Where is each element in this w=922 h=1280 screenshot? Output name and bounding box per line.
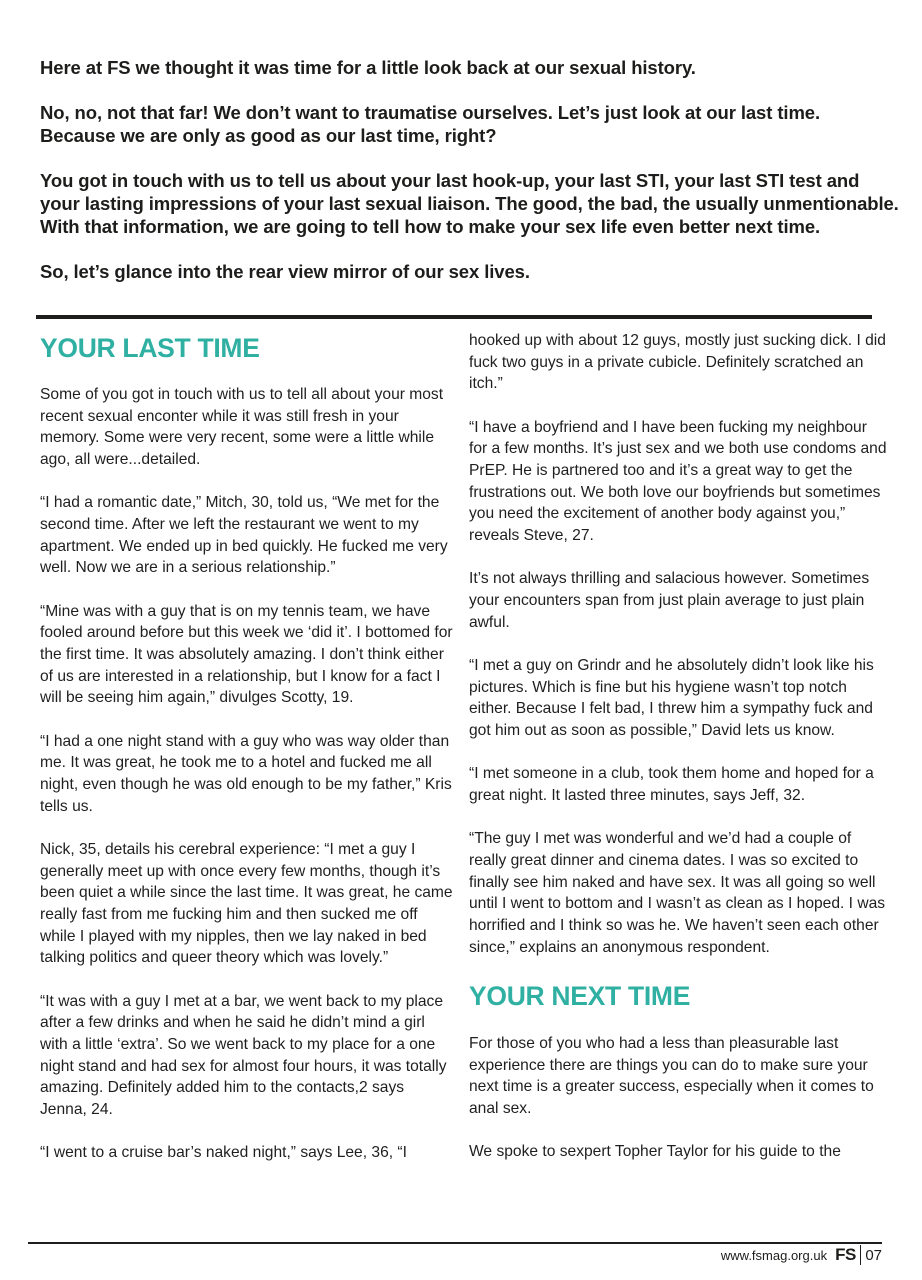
body-paragraph: Nick, 35, details his cerebral experience: “I met a guy I generally meet up with once every few months, though it’s been quiet a while since the last time. It was great, he came really fast from me fucking him and then sucked me off while I played with my nipples, then we lay naked in bed talking politics and queer theory which was lovely.” xyxy=(40,840,453,967)
intro-paragraph: Here at FS we thought it was time for a little look back at our sexual history. xyxy=(40,57,696,78)
left-column xyxy=(40,330,455,1186)
body-paragraph: hooked up with about 12 guys, mostly just sucking dick. I did fuck two guys in a private cubicle. Definitely scratched an itch.” xyxy=(469,332,886,393)
body-paragraph: We spoke to sexpert Topher Taylor for his guide to the xyxy=(469,1143,841,1161)
body-paragraph: “Mine was with a guy that is on my tennis team, we have fooled around before but this week we ‘did it’. I bottomed for the first time. It was absolutely amazing. I don’t think either of us are interested in a relationship, but I know for a fact I will be seeing him again,” divulges Scotty, 19. xyxy=(40,602,453,707)
body-paragraph: “I went to a cruise bar’s naked night,” says Lee, 36, “I xyxy=(40,1144,407,1162)
section-heading-next-time: YOUR NEXT TIME xyxy=(469,980,691,1011)
page-footer xyxy=(721,1244,882,1266)
body-paragraph: “It was with a guy I met at a bar, we went back to my place after a few drinks and when he said he didn’t mind a girl with a little ‘extra’. So we went back to my place for a one night stand and had sex for almost four hours, it was totally amazing. Definitely added him to the contacts,2 says Jenna, 24. xyxy=(40,992,447,1119)
right-column xyxy=(469,330,889,1184)
intro-paragraph: You got in touch with us to tell us about your last hook-up, your last STI, your last STI test and your lasting impressions of your last sexual liaison. The good, the bad, the usually unmentionable. With that information, we are going to tell how to make your sex life even better next time. xyxy=(40,170,899,237)
body-paragraph: For those of you who had a less than pleasurable last experience there are things you can do to make sure your next time is a greater success, especially when it comes to anal sex. xyxy=(469,1034,874,1117)
body-paragraph: It’s not always thrilling and salacious however. Sometimes your encounters span from just plain average to just plain awful. xyxy=(469,570,870,631)
body-paragraph: “The guy I met was wonderful and we’d had a couple of really great dinner and cinema dates. I was so excited to finally see him naked and have sex. It was all going so well until I went to bottom and I wasn’t as clean as I hoped. I was horrified and I think so was he. We haven’t seen each other since,” explains an anonymous respondent. xyxy=(469,830,886,956)
page-number: 07 xyxy=(865,1246,882,1264)
body-paragraph: Some of you got in touch with us to tell all about your most recent sexual enconter while it was still fresh in your memory. Some were very recent, some were a little while ago, all were...detailed. xyxy=(40,386,444,469)
footer-url: www.fsmag.org.uk xyxy=(720,1247,828,1263)
intro-paragraph: No, no, not that far! We don’t want to traumatise ourselves. Let’s just look at our last time. Because we are only as good as our last time, right? xyxy=(40,102,821,146)
fs-logo: FS xyxy=(835,1245,856,1264)
section-heading-last-time: YOUR LAST TIME xyxy=(40,333,260,363)
body-paragraph: “I had a romantic date,” Mitch, 30, told us, “We met for the second time. After we left the restaurant we went to my apartment. We ended up in bed quickly. He fucked me very well. Now we are in a serious relationship.” xyxy=(40,494,448,577)
body-paragraph: “I have a boyfriend and I have been fucking my neighbour for a few months. It’s just sex and we both use condoms and PrEP. He is partnered too and it’s a great way to get the frustrations out. We both love our boyfriends but sometimes you need the excitement of another body against you,” reveals Steve, 27. xyxy=(469,418,887,545)
footer-separator xyxy=(860,1245,862,1265)
intro xyxy=(40,56,900,305)
body-paragraph: “I met a guy on Grindr and he absolutely didn’t look like his pictures. Which is fine but his hygiene wasn’t top notch either. Because I felt bad, I threw him a sympathy fuck and got him out as soon as possible,” David lets us know. xyxy=(469,656,874,740)
body-paragraph: “I met someone in a club, took them home and hoped for a great night. It lasted three minutes, says Jeff, 32. xyxy=(469,765,874,804)
intro-paragraph: So, let’s glance into the rear view mirror of our sex lives. xyxy=(40,261,530,282)
body-paragraph: “I had a one night stand with a guy who was way older than me. It was great, he took me to a hotel and fucked me all night, even though he was old enough to be my father,” Kris tells us. xyxy=(40,732,452,815)
section-divider xyxy=(36,315,872,319)
